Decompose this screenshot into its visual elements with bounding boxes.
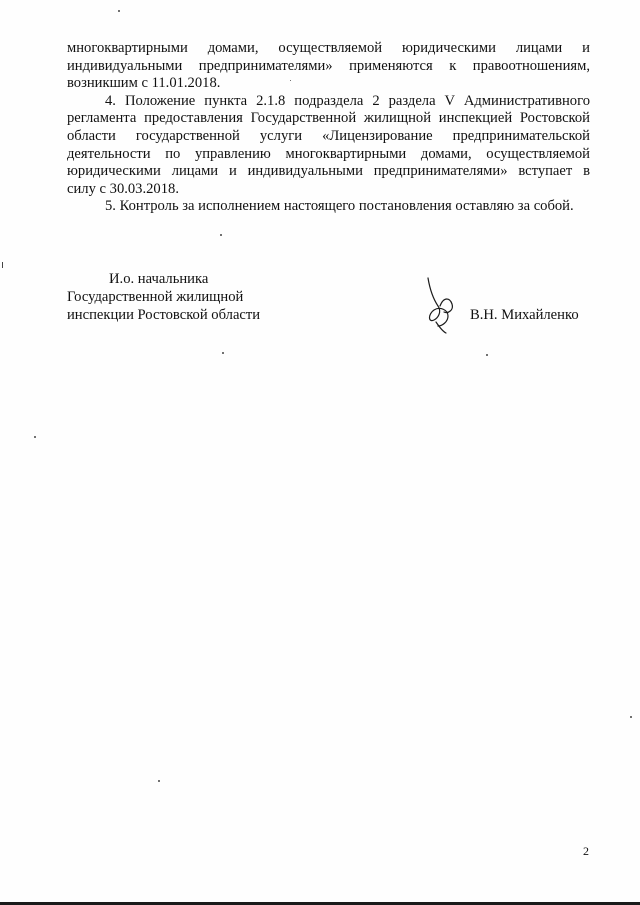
- paragraph-line: индивидуальными предпринимателями» применяются к правоотношениям,: [67, 57, 590, 74]
- signatory-name: В.Н. Михайленко: [470, 307, 579, 323]
- paragraph-line: деятельности по управлению многоквартирными домами, осуществляемой: [67, 145, 590, 162]
- scan-speck: [630, 716, 632, 718]
- paragraph-line: юридическими лицами и индивидуальными предпринимателями» вступает в: [67, 163, 590, 180]
- signatory-title-line: И.о. начальника: [109, 271, 209, 287]
- scan-speck: [118, 10, 120, 12]
- paragraph-line: многоквартирными домами, осуществляемой юридическими лицами и: [67, 40, 590, 56]
- paragraph-line: 4. Положение пункта 2.1.8 подраздела 2 раздела V Административного: [105, 92, 590, 109]
- paragraph-line: возникшим с 11.01.2018.: [67, 75, 221, 92]
- handwritten-signature: [418, 276, 466, 334]
- paragraph-line: 5. Контроль за исполнением настоящего постановления оставляю за собой.: [105, 198, 574, 215]
- scan-speck: [158, 780, 160, 782]
- paragraph-line: области государственной услуги «Лицензирование предпринимательской: [67, 127, 590, 144]
- document-body: [67, 40, 590, 216]
- scan-speck: [220, 234, 222, 236]
- scan-speck: [290, 80, 291, 81]
- paragraph-line: силу с 30.03.2018.: [67, 180, 179, 197]
- page-number: 2: [583, 844, 589, 858]
- scan-speck: [34, 436, 36, 438]
- signatory-title-line: Государственной жилищной: [67, 288, 244, 305]
- signatory-title: [67, 271, 307, 324]
- scan-speck: [486, 354, 488, 356]
- scan-speck: [2, 262, 3, 268]
- scan-speck: [222, 352, 224, 354]
- paragraph-line: регламента предоставления Государственной жилищной инспекцией Ростовской: [67, 110, 590, 127]
- signatory-title-line: инспекции Ростовской области: [67, 306, 261, 323]
